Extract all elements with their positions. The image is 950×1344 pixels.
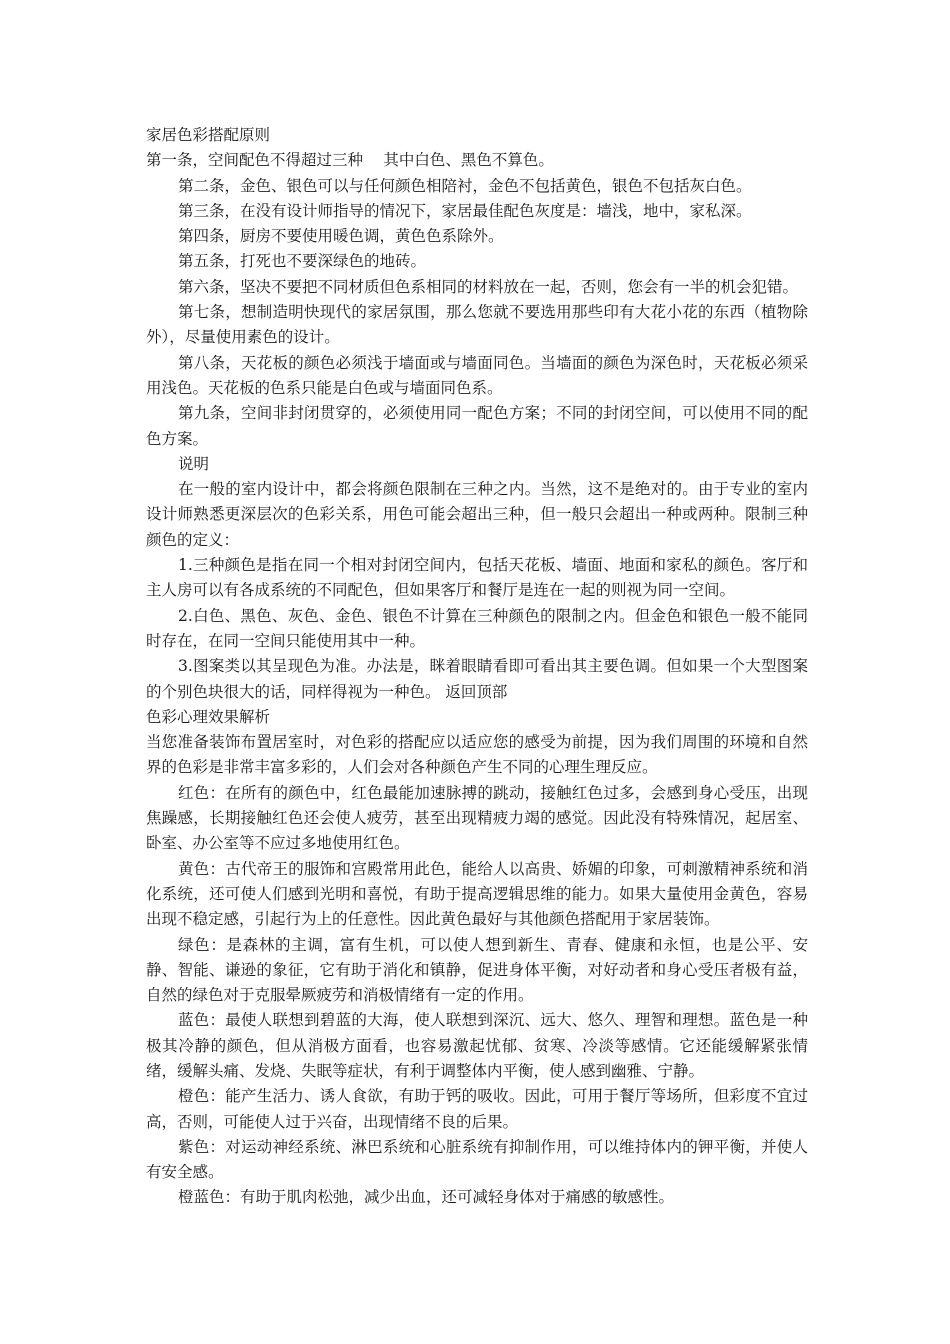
- color-purple: 紫色：对运动神经系统、淋巴系统和心脏系统有抑制作用，可以维持体内的钾平衡，并使人有安全感。: [146, 1137, 808, 1182]
- rule-3: 第三条，在没有设计师指导的情况下，家居最佳配色灰度是：墙浅，地中，家私深。: [178, 201, 752, 220]
- rule-2: 第二条，金色、银色可以与任何颜色相陪衬，金色不包括黄色，银色不包括灰白色。: [178, 176, 752, 195]
- rule-6: 第六条，坚决不要把不同材质但色系相同的材料放在一起，否则，您会有一半的机会犯错。: [178, 277, 799, 296]
- color-yellow: 黄色：古代帝王的服饰和宫殿常用此色，能给人以高贵、娇媚的印象，可刺激精神系统和消化系统，还可使人们感到光明和喜悦，有助于提高逻辑思维的能力。如果大量使用金黄色，容易出现不稳定感，引起行为上的任意性。因此黄色最好与其他颜色搭配用于家居装饰。: [146, 859, 808, 929]
- rule-5: 第五条，打死也不要深绿色的地砖。: [178, 252, 427, 271]
- psych-intro: 当您准备装饰布置居室时，对色彩的搭配应以适应您的感受为前提，因为我们周围的环境和自然界的色彩是非常丰富多彩的，人们会对各种颜色产生不同的心理生理反应。: [146, 733, 808, 777]
- rule-1: 第一条，空间配色不得超过三种 其中白色、黑色不算色。: [146, 151, 554, 170]
- document-title: 家居色彩搭配原则: [146, 126, 271, 144]
- color-blue: 蓝色：最使人联想到碧蓝的大海，使人联想到深沉、远大、悠久、理智和理想。蓝色是一种极其冷静的颜色，但从消极方面看，也容易激起忧郁、贫寒、冷淡等感情。它还能缓解紧张情绪，缓解头痛、发烧、失眠等症状，有利于调整体内平衡，使人感到幽雅、宁静。: [146, 1011, 808, 1080]
- note-intro: 在一般的室内设计中，都会将颜色限制在三种之内。当然，这不是绝对的。由于专业的室内设计师熟悉更深层次的色彩关系，用色可能会超出三种，但一般只会超出一种或两种。限制三种颜色的定义：: [146, 480, 808, 549]
- rule-4: 第四条，厨房不要使用暖色调，黄色色系除外。: [178, 227, 504, 246]
- note-item-1: 1.三种颜色是指在同一个相对封闭空间内，包括天花板、墙面、地面和家私的颜色。客厅和主人房可以有各成系统的不同配色，但如果客厅和餐厅是连在一起的则视为同一空间。: [146, 556, 808, 600]
- rule-8: 第八条，天花板的颜色必须浅于墙面或与墙面同色。当墙面的颜色为深色时，天花板必须采用浅色。天花板的色系只能是白色或与墙面同色系。: [146, 353, 808, 397]
- document-body: [146, 123, 808, 1211]
- rule-7: 第七条，想制造明快现代的家居氛围，那么您就不要选用那些印有大花小花的东西（植物除外），尽量使用素色的设计。: [146, 303, 808, 347]
- note-item-2: 2.白色、黑色、灰色、金色、银色不计算在三种颜色的限制之内。但金色和银色一般不能同时存在，在同一空间只能使用其中一种。: [146, 606, 808, 650]
- color-red: 红色：在所有的颜色中，红色最能加速脉搏的跳动，接触红色过多，会感到身心受压，出现焦躁感，长期接触红色还会使人疲劳，甚至出现精疲力竭的感觉。因此没有特殊情况，起居室、卧室、办公室等不应过多地使用红色。: [146, 783, 808, 853]
- color-green: 绿色：是森林的主调，富有生机，可以使人想到新生、青春、健康和永恒，也是公平、安静、智能、谦逊的象征，它有助于消化和镇静，促进身体平衡，对好动者和身心受压者极有益，自然的绿色对于克服晕厥疲劳和消极情绪有一定的作用。: [146, 935, 808, 1005]
- note-item-3: 3.图案类以其呈现色为准。办法是，眯着眼睛看即可看出其主要色调。但如果一个大型图案的个别色块很大的话，同样得视为一种色。 返回顶部: [146, 657, 808, 701]
- psych-heading: 色彩心理效果解析: [146, 707, 271, 726]
- note-heading: 说明: [178, 454, 210, 473]
- color-orange-blue: 橙蓝色：有助于肌肉松弛，减少出血，还可减轻身体对于痛感的敏感性。: [178, 1188, 675, 1207]
- color-orange: 橙色：能产生活力、诱人食欲，有助于钙的吸收。因此，可用于餐厅等场所，但彩度不宜过高，否则，可能使人过于兴奋，出现情绪不良的后果。: [146, 1087, 808, 1131]
- rule-9: 第九条，空间非封闭贯穿的，必须使用同一配色方案；不同的封闭空间，可以使用不同的配色方案。: [146, 404, 808, 448]
